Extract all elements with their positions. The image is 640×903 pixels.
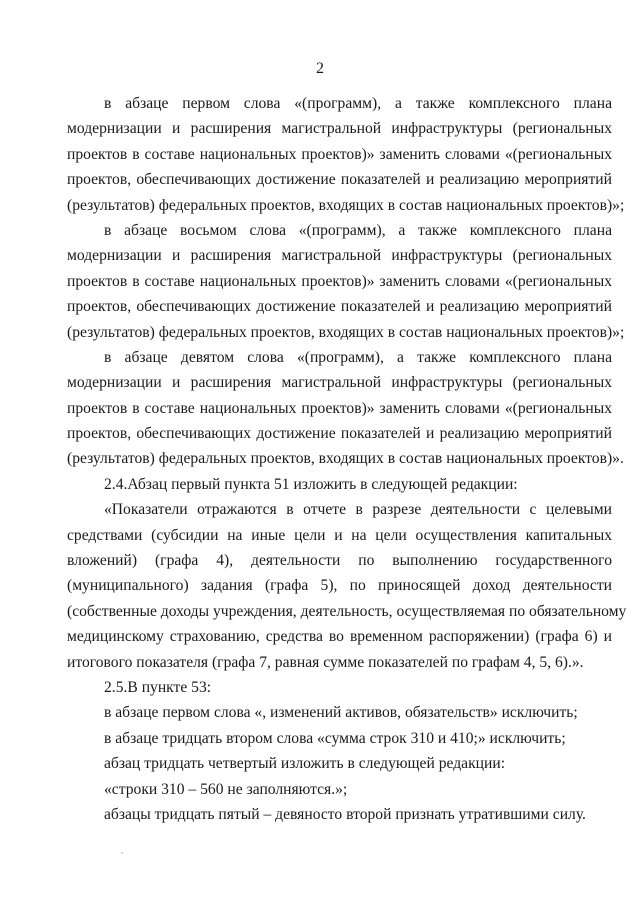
- text-line: медицинскому страхованию, средства во временном распоряжении) (графа 6) и: [67, 628, 612, 646]
- text-line: (результатов) федеральных проектов, входящих в состав национальных проектов)»;: [67, 196, 625, 214]
- text-line: (собственные доходы учреждения, деятельность, осуществляемая по обязательному: [67, 602, 627, 620]
- scan-speck: [121, 852, 123, 854]
- paragraph: [67, 497, 627, 675]
- paragraph: [67, 345, 624, 472]
- paragraph: [67, 726, 612, 751]
- text-line: модернизации и расширения магистральной инфраструктуры (региональных: [67, 247, 612, 265]
- paragraph: [67, 675, 612, 700]
- paragraph: [67, 700, 612, 725]
- text-line: модернизации и расширения магистральной инфраструктуры (региональных: [67, 374, 612, 392]
- paragraph: [67, 802, 612, 827]
- paragraph: [67, 218, 625, 345]
- text-line: в абзаце первом слова «(программ), а также комплексного плана: [104, 95, 612, 112]
- text-line: проектов, обеспечивающих достижение показателей и реализацию мероприятий: [67, 171, 612, 189]
- text-line: в абзаце восьмом слова «(программ), а также комплексного плана: [104, 221, 612, 239]
- text-line: 2.5.В пункте 53:: [104, 678, 212, 696]
- document-body: [67, 91, 627, 827]
- text-line: проектов в составе национальных проектов)» заменить словами «(региональных: [67, 272, 612, 290]
- paragraph: [67, 91, 625, 218]
- text-line: в абзаце девятом слова «(программ), а также комплексного плана: [104, 348, 612, 366]
- text-line: модернизации и расширения магистральной инфраструктуры (региональных: [67, 120, 612, 138]
- text-line: проектов, обеспечивающих достижение показателей и реализацию мероприятий: [67, 425, 612, 443]
- text-line: средствами (субсидии на иные цели и на цели осуществления капитальных: [67, 526, 612, 544]
- text-line: проектов в составе национальных проектов)» заменить словами «(региональных: [67, 145, 612, 163]
- text-line: проектов, обеспечивающих достижение показателей и реализацию мероприятий: [67, 298, 612, 316]
- text-line: абзац тридцать четвертый изложить в следующей редакции:: [104, 755, 506, 773]
- text-line: (муниципального) задания (графа 5), по приносящей доход деятельности: [67, 577, 612, 595]
- page-number: 2: [316, 60, 324, 77]
- text-line: вложений) (графа 4), деятельности по выполнению государственного: [67, 552, 612, 570]
- paragraph: [67, 777, 612, 802]
- text-line: (результатов) федеральных проектов, входящих в состав национальных проектов)»;: [67, 323, 625, 341]
- text-line: «строки 310 – 560 не заполняются.»;: [104, 780, 348, 798]
- text-line: в абзаце тридцать втором слова «сумма строк 310 и 410;» исключить;: [104, 729, 566, 747]
- paragraph: [67, 472, 612, 497]
- text-line: в абзаце первом слова «, изменений активов, обязательств» исключить;: [104, 704, 578, 722]
- text-line: «Показатели отражаются в отчете в разрезе деятельности с целевыми: [104, 501, 612, 519]
- text-line: итогового показателя (графа 7, равная сумме показателей по графам 4, 5, 6).».: [67, 653, 584, 671]
- paragraph: [67, 751, 612, 776]
- text-line: (результатов) федеральных проектов, входящих в состав национальных проектов)».: [67, 450, 624, 468]
- text-line: абзацы тридцать пятый – девяносто второй признать утратившими силу.: [104, 805, 586, 823]
- text-line: 2.4.Абзац первый пункта 51 изложить в следующей редакции:: [104, 475, 518, 493]
- text-line: проектов в составе национальных проектов)» заменить словами «(региональных: [67, 399, 612, 417]
